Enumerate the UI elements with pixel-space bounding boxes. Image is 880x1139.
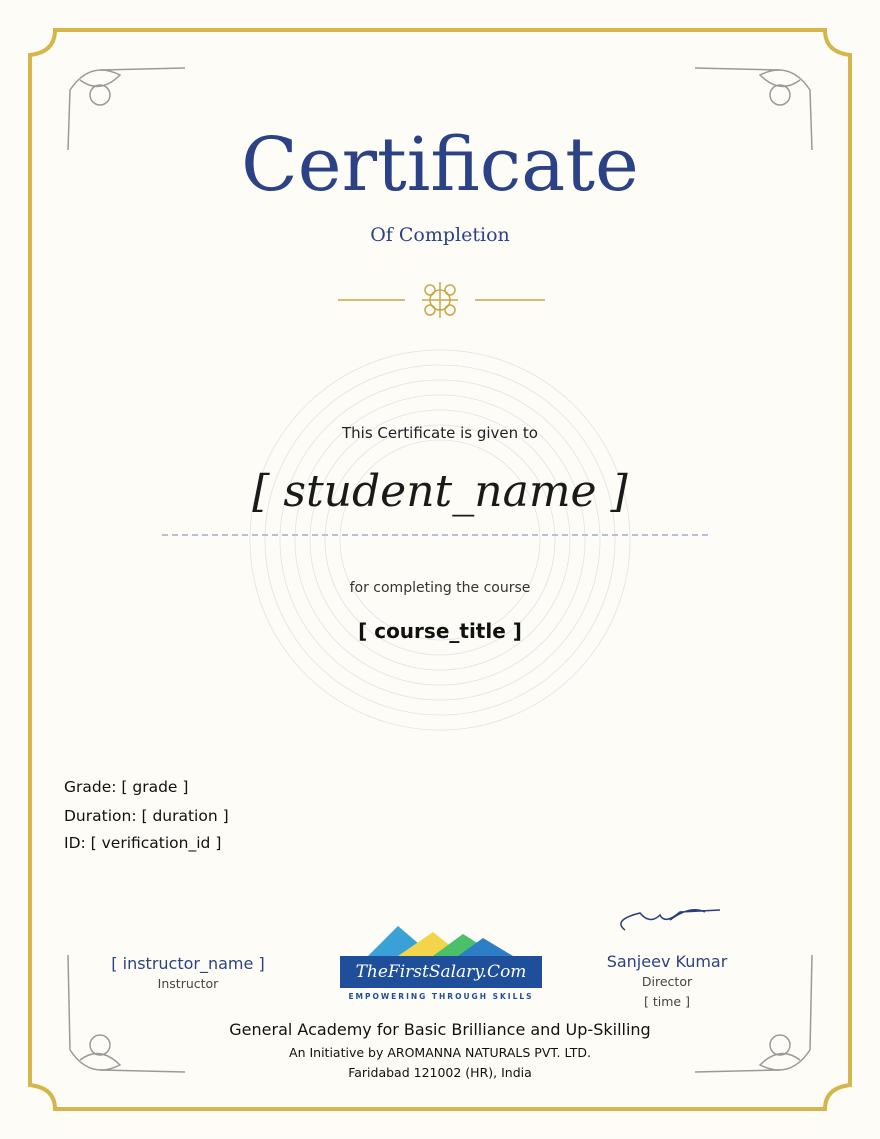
center-ornament (338, 282, 545, 318)
certificate-title: Certificate (241, 122, 639, 208)
director-role: Director (641, 974, 693, 989)
logo-tagline: EMPOWERING THROUGH SKILLS (348, 992, 534, 1001)
student-name: [ student_name ] (252, 466, 628, 517)
logo-name: TheFirstSalary.Com (340, 956, 542, 988)
organization-name: General Academy for Basic Brilliance and Up-Skilling (229, 1020, 651, 1039)
organization-initiative: An Initiative by AROMANNA NATURALS PVT. LTD. (289, 1045, 591, 1060)
given-to-text: This Certificate is given to (342, 424, 538, 442)
director-signature (621, 910, 720, 930)
certificate-subtitle: Of Completion (370, 224, 510, 246)
mountain-logo-icon (338, 920, 544, 960)
for-completing-text: for completing the course (349, 580, 531, 596)
company-logo (338, 920, 544, 1006)
instructor-name: [ instructor_name ] (111, 954, 265, 973)
duration-field: Duration: [ duration ] (64, 807, 229, 825)
director-name: Sanjeev Kumar (606, 952, 728, 971)
instructor-role: Instructor (157, 976, 219, 991)
name-underline (162, 534, 708, 536)
grade-field: Grade: [ grade ] (64, 778, 189, 796)
verification-id-field: ID: [ verification_id ] (64, 834, 222, 852)
organization-address: Faridabad 121002 (HR), India (348, 1065, 532, 1080)
guilloche-seal (250, 350, 630, 730)
course-title: [ course_title ] (358, 619, 522, 643)
issue-time: [ time ] (644, 994, 690, 1009)
